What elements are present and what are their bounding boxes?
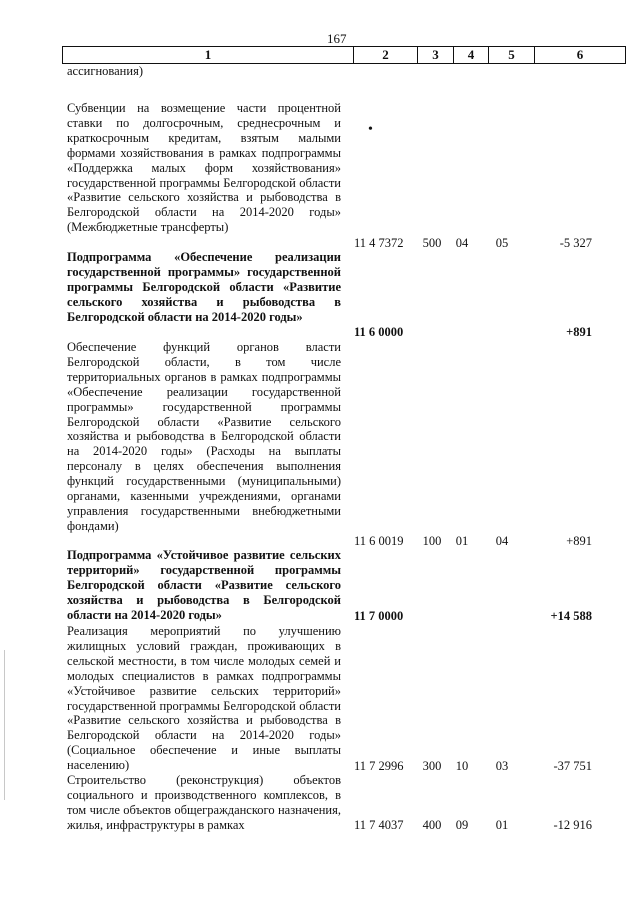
row-code: 11 7 2996	[354, 759, 404, 773]
row-code: 11 6 0000	[354, 325, 404, 339]
header-col-4: 4	[454, 47, 489, 64]
row-subsection: 04	[495, 534, 509, 548]
row-subsection: 01	[495, 818, 509, 832]
row-amount: +14 588	[550, 609, 592, 623]
row-amount: -37 751	[553, 759, 592, 773]
row-amount: +891	[566, 534, 592, 548]
row-code: 11 7 4037	[354, 818, 404, 832]
header-col-3: 3	[418, 47, 454, 64]
header-col-6: 6	[535, 47, 626, 64]
row-section: 09	[455, 818, 469, 832]
row-description: Подпрограмма «Устойчивое развитие сельских территорий» государственной программы Белгородской области «Развитие сельского хозяйства и рыбоводства в Белгородской области на 2014-2020 годы»	[67, 548, 341, 622]
row-code: 11 7 0000	[354, 609, 404, 623]
row-description: Реализация мероприятий по улучшению жилищных условий граждан, проживающих в сельской местности, в том числе молодых семей и молодых специалистов в рамках подпрограммы «Устойчивое развитие сельских территорий» государственной программы Белгородской области «Развитие сельского хозяйства и рыбоводства в Белгородской области на 2014-2020 годы» (Социальное обеспечение и иные выплаты населению)	[67, 624, 341, 773]
row-expense-type: 500	[422, 236, 442, 250]
row-description: Субвенции на возмещение части процентной ставки по долгосрочным, среднесрочным и краткосрочным кредитам, взятым малыми формами хозяйствования в рамках подпрограммы «Поддержка малых форм хозяйствования» государственной программы Белгородской области «Развитие сельского хозяйства и рыбоводства в Белгородской области на 2014-2020 годы» (Межбюджетные трансферты)	[67, 101, 341, 235]
row-expense-type: 400	[422, 818, 442, 832]
header-col-2: 2	[354, 47, 418, 64]
header-col-5: 5	[489, 47, 535, 64]
page-number: 167	[327, 31, 347, 46]
row-description: Подпрограмма «Обеспечение реализации государственной программы» государственной программы Белгородской области «Развитие сельского хозяйства и рыбоводства в Белгородской области на 2014-2020 годы»	[67, 250, 341, 324]
stray-mark: •	[368, 122, 373, 137]
row-subsection: 05	[495, 236, 509, 250]
row-amount: -5 327	[559, 236, 592, 250]
row-section: 04	[455, 236, 469, 250]
row-amount: -12 916	[553, 818, 592, 832]
row-subsection: 03	[495, 759, 509, 773]
row-expense-type: 300	[422, 759, 442, 773]
row-section: 10	[455, 759, 469, 773]
row-code: 11 4 7372	[354, 236, 404, 250]
row-expense-type: 100	[422, 534, 442, 548]
scan-edge-line	[4, 650, 5, 800]
row-description: Обеспечение функций органов власти Белгородской области, в том числе территориальных органов в рамках подпрограммы «Обеспечение реализации государственной программы» государственной программы Белгородской области «Развитие сельского хозяйства и рыбоводства в Белгородской области на 2014-2020 годы» (Расходы на выплаты персоналу в целях обеспечения выполнения функций государственными (муниципальными) органами, казенными учреждениями, органами управления государственными внебюджетными фондами)	[67, 340, 341, 533]
row-amount: +891	[566, 325, 592, 339]
row-description: ассигнования)	[67, 64, 143, 78]
row-code: 11 6 0019	[354, 534, 404, 548]
row-section: 01	[455, 534, 469, 548]
row-description: Строительство (реконструкция) объектов социального и производственного комплексов, в том числе объектов общегражданского назначения, жилья, инфраструктуры в рамках	[67, 773, 341, 832]
header-col-1: 1	[63, 47, 354, 64]
column-header-table	[62, 46, 626, 64]
